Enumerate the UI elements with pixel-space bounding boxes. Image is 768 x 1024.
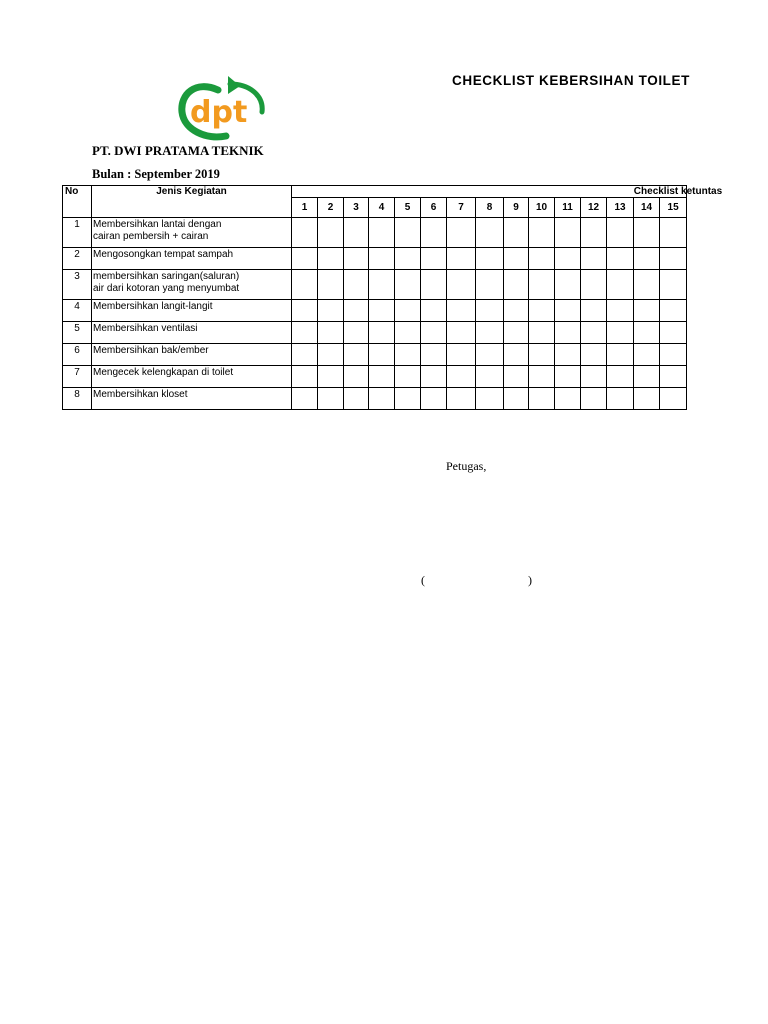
- activity-line: cairan pembersih + cairan: [93, 231, 209, 242]
- check-cell[interactable]: [581, 218, 607, 248]
- check-cell[interactable]: [607, 218, 634, 248]
- check-cell[interactable]: [504, 218, 529, 248]
- officer-label: Petugas,: [446, 459, 487, 473]
- row-number: 6: [63, 344, 92, 366]
- check-cell[interactable]: [476, 300, 504, 322]
- activity-cell: [92, 344, 292, 366]
- check-cell[interactable]: [504, 322, 529, 344]
- check-cell[interactable]: [344, 300, 369, 322]
- activity-cell: [92, 270, 292, 300]
- check-cell[interactable]: [607, 248, 634, 270]
- check-cell[interactable]: [660, 322, 687, 344]
- check-cell[interactable]: [504, 248, 529, 270]
- check-cell[interactable]: [344, 388, 369, 410]
- day-column-header: 14: [634, 198, 660, 218]
- checklist-table: [62, 185, 723, 410]
- check-cell[interactable]: [421, 388, 447, 410]
- check-cell[interactable]: [476, 366, 504, 388]
- check-cell[interactable]: [344, 248, 369, 270]
- check-cell[interactable]: [395, 300, 421, 322]
- row-number: 3: [63, 270, 92, 300]
- day-column-header: 5: [395, 198, 421, 218]
- check-cell[interactable]: [607, 388, 634, 410]
- check-cell[interactable]: [344, 270, 369, 300]
- signature-close-paren: ): [528, 573, 532, 587]
- check-cell[interactable]: [447, 322, 476, 344]
- check-cell[interactable]: [318, 300, 344, 322]
- check-cell[interactable]: [292, 300, 318, 322]
- check-cell[interactable]: [660, 270, 687, 300]
- column-header-no: No: [63, 186, 92, 218]
- check-cell[interactable]: [318, 388, 344, 410]
- check-cell[interactable]: [447, 270, 476, 300]
- check-cell[interactable]: [476, 388, 504, 410]
- check-cell[interactable]: [529, 248, 555, 270]
- check-cell[interactable]: [318, 218, 344, 248]
- check-cell[interactable]: [529, 218, 555, 248]
- activity-cell: [92, 248, 292, 270]
- check-cell[interactable]: [344, 366, 369, 388]
- check-cell[interactable]: [504, 344, 529, 366]
- check-cell[interactable]: [421, 344, 447, 366]
- check-cell[interactable]: [344, 218, 369, 248]
- check-cell[interactable]: [634, 300, 660, 322]
- checklist-table-container: [62, 185, 723, 425]
- day-column-header: 1: [292, 198, 318, 218]
- check-cell[interactable]: [292, 388, 318, 410]
- check-cell[interactable]: [292, 322, 318, 344]
- check-cell[interactable]: [395, 388, 421, 410]
- check-cell[interactable]: [529, 344, 555, 366]
- check-cell[interactable]: [476, 322, 504, 344]
- checklist-header-label: Checklist ketuntas: [633, 186, 723, 197]
- check-cell[interactable]: [555, 248, 581, 270]
- check-cell[interactable]: [607, 300, 634, 322]
- check-cell[interactable]: [634, 388, 660, 410]
- activity-cell: [92, 300, 292, 322]
- check-cell[interactable]: [395, 344, 421, 366]
- check-cell[interactable]: [529, 300, 555, 322]
- check-cell[interactable]: [607, 322, 634, 344]
- day-column-header: 3: [344, 198, 369, 218]
- check-cell[interactable]: [476, 218, 504, 248]
- day-column-header: 2: [318, 198, 344, 218]
- check-cell[interactable]: [292, 366, 318, 388]
- check-cell[interactable]: [581, 248, 607, 270]
- activity-cell: [92, 366, 292, 388]
- row-number: 1: [63, 218, 92, 248]
- check-cell[interactable]: [421, 300, 447, 322]
- document-title: CHECKLIST KEBERSIHAN TOILET: [452, 73, 690, 88]
- check-cell[interactable]: [292, 248, 318, 270]
- table-row: [63, 388, 687, 410]
- check-cell[interactable]: [504, 300, 529, 322]
- column-header-activity: Jenis Kegiatan: [92, 186, 292, 218]
- signature-open-paren: (: [421, 573, 425, 587]
- table-row: [63, 270, 687, 300]
- check-cell[interactable]: [318, 344, 344, 366]
- activity-line: membersihkan saringan(saluran): [93, 271, 240, 282]
- check-cell[interactable]: [634, 248, 660, 270]
- table-row: [63, 344, 687, 366]
- check-cell[interactable]: [395, 322, 421, 344]
- activity-line: Mengecek kelengkapan di toilet: [93, 367, 234, 378]
- table-row: [63, 218, 687, 248]
- check-cell[interactable]: [555, 322, 581, 344]
- row-number: 8: [63, 388, 92, 410]
- check-cell[interactable]: [581, 344, 607, 366]
- day-column-header: 4: [369, 198, 395, 218]
- check-cell[interactable]: [369, 322, 395, 344]
- check-cell[interactable]: [447, 366, 476, 388]
- check-cell[interactable]: [581, 388, 607, 410]
- month-label: Bulan : September 2019: [92, 167, 220, 181]
- activity-cell: [92, 322, 292, 344]
- check-cell[interactable]: [318, 270, 344, 300]
- company-name: PT. DWI PRATAMA TEKNIK: [92, 143, 264, 158]
- activity-line: Membersihkan ventilasi: [93, 323, 198, 334]
- check-cell[interactable]: [369, 218, 395, 248]
- check-cell[interactable]: [581, 322, 607, 344]
- column-header-checklist: [292, 186, 723, 198]
- check-cell[interactable]: [318, 322, 344, 344]
- check-cell[interactable]: [476, 270, 504, 300]
- check-cell[interactable]: [660, 388, 687, 410]
- row-number: 4: [63, 300, 92, 322]
- activity-line: Membersihkan kloset: [93, 389, 188, 400]
- check-cell[interactable]: [447, 218, 476, 248]
- day-column-header: 7: [447, 198, 476, 218]
- day-column-header: 15: [660, 198, 687, 218]
- check-cell[interactable]: [344, 322, 369, 344]
- company-logo: [178, 72, 266, 142]
- day-column-header: 8: [476, 198, 504, 218]
- check-cell[interactable]: [395, 270, 421, 300]
- row-number: 2: [63, 248, 92, 270]
- check-cell[interactable]: [344, 344, 369, 366]
- activity-cell: [92, 388, 292, 410]
- check-cell[interactable]: [634, 366, 660, 388]
- table-row: [63, 366, 687, 388]
- day-column-header: 9: [504, 198, 529, 218]
- table-row: [63, 248, 687, 270]
- activity-line: Membersihkan lantai dengan: [93, 219, 222, 230]
- check-cell[interactable]: [395, 366, 421, 388]
- check-cell[interactable]: [607, 270, 634, 300]
- table-row: [63, 322, 687, 344]
- activity-line: air dari kotoran yang menyumbat: [93, 283, 240, 294]
- check-cell[interactable]: [660, 366, 687, 388]
- check-cell[interactable]: [369, 300, 395, 322]
- check-cell[interactable]: [555, 270, 581, 300]
- check-cell[interactable]: [292, 344, 318, 366]
- check-cell[interactable]: [369, 344, 395, 366]
- logo-text: dpt: [190, 95, 248, 130]
- check-cell[interactable]: [555, 300, 581, 322]
- check-cell[interactable]: [504, 388, 529, 410]
- day-column-header: 10: [529, 198, 555, 218]
- check-cell[interactable]: [369, 388, 395, 410]
- check-cell[interactable]: [369, 270, 395, 300]
- check-cell[interactable]: [318, 248, 344, 270]
- check-cell[interactable]: [555, 366, 581, 388]
- check-cell[interactable]: [369, 248, 395, 270]
- check-cell[interactable]: [292, 218, 318, 248]
- check-cell[interactable]: [660, 300, 687, 322]
- check-cell[interactable]: [555, 388, 581, 410]
- day-column-header: 12: [581, 198, 607, 218]
- check-cell[interactable]: [369, 366, 395, 388]
- check-cell[interactable]: [447, 388, 476, 410]
- check-cell[interactable]: [504, 366, 529, 388]
- check-cell[interactable]: [660, 248, 687, 270]
- check-cell[interactable]: [660, 218, 687, 248]
- check-cell[interactable]: [634, 344, 660, 366]
- day-column-header: 13: [607, 198, 634, 218]
- check-cell[interactable]: [318, 366, 344, 388]
- day-column-header: 6: [421, 198, 447, 218]
- check-cell[interactable]: [395, 248, 421, 270]
- check-cell[interactable]: [421, 270, 447, 300]
- check-cell[interactable]: [421, 248, 447, 270]
- check-cell[interactable]: [292, 270, 318, 300]
- check-cell[interactable]: [634, 322, 660, 344]
- check-cell[interactable]: [607, 344, 634, 366]
- activity-line: Membersihkan langit-langit: [93, 301, 213, 312]
- check-cell[interactable]: [476, 248, 504, 270]
- row-number: 7: [63, 366, 92, 388]
- check-cell[interactable]: [529, 366, 555, 388]
- check-cell[interactable]: [421, 322, 447, 344]
- check-cell[interactable]: [529, 322, 555, 344]
- check-cell[interactable]: [607, 366, 634, 388]
- check-cell[interactable]: [555, 344, 581, 366]
- check-cell[interactable]: [529, 388, 555, 410]
- check-cell[interactable]: [504, 270, 529, 300]
- check-cell[interactable]: [634, 218, 660, 248]
- check-cell[interactable]: [581, 366, 607, 388]
- check-cell[interactable]: [555, 218, 581, 248]
- check-cell[interactable]: [581, 270, 607, 300]
- check-cell[interactable]: [529, 270, 555, 300]
- day-column-header: 11: [555, 198, 581, 218]
- check-cell[interactable]: [421, 366, 447, 388]
- check-cell[interactable]: [581, 300, 607, 322]
- check-cell[interactable]: [447, 344, 476, 366]
- check-cell[interactable]: [447, 248, 476, 270]
- activity-line: Membersihkan bak/ember: [93, 345, 209, 356]
- table-row: [63, 300, 687, 322]
- activity-line: Mengosongkan tempat sampah: [93, 249, 234, 260]
- activity-cell: [92, 218, 292, 248]
- check-cell[interactable]: [395, 218, 421, 248]
- row-number: 5: [63, 322, 92, 344]
- check-cell[interactable]: [476, 344, 504, 366]
- check-cell[interactable]: [447, 300, 476, 322]
- check-cell[interactable]: [421, 218, 447, 248]
- check-cell[interactable]: [634, 270, 660, 300]
- check-cell[interactable]: [660, 344, 687, 366]
